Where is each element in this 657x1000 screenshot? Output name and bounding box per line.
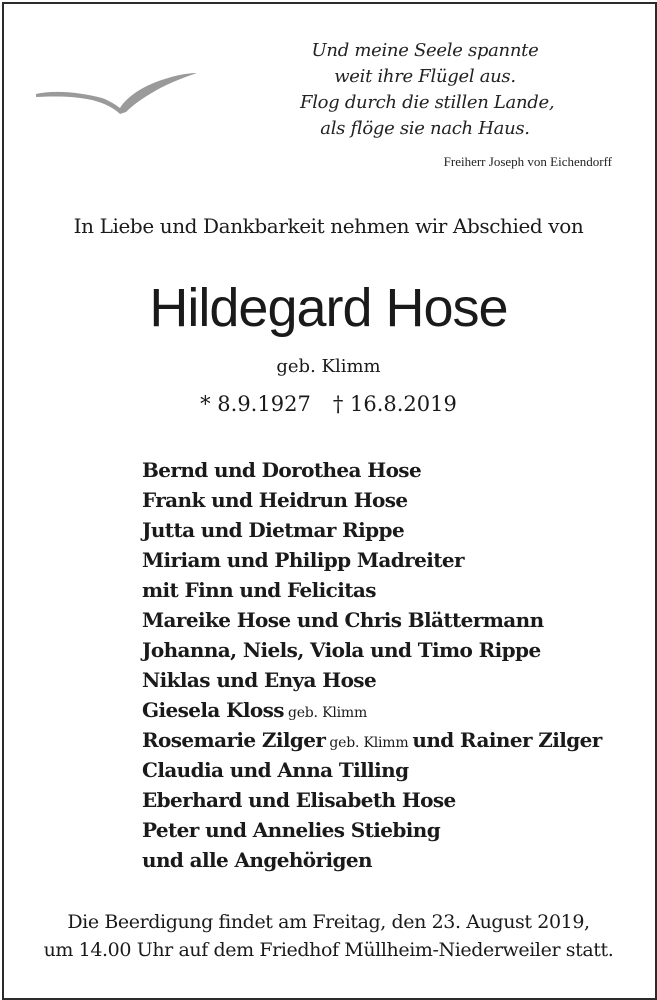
mourner-entry: Johanna, Niels, Viola und Timo Rippe [142, 638, 541, 662]
mourner-entry: Mareike Hose und Chris Blättermann [142, 608, 544, 632]
maiden-name: geb. Klimm [276, 356, 381, 377]
mourner-entry: Jutta und Dietmar Rippe [142, 518, 405, 542]
mourner-maiden-note: geb. Klimm [329, 735, 409, 751]
death-date: † 16.8.2019 [332, 392, 457, 416]
poem-line: Und meine Seele spannte [311, 40, 539, 61]
mourners-list [142, 455, 602, 875]
seagull-icon [34, 70, 199, 116]
poem-line: als flöge sie nach Haus. [320, 118, 530, 139]
funeral-info [0, 908, 657, 964]
mourner-entry: mit Finn und Felicitas [142, 578, 376, 602]
birth-date: * 8.9.1927 [200, 392, 311, 416]
mourner-name: Giesela Kloss [142, 698, 284, 722]
mourner-name: Rosemarie Zilger [142, 728, 326, 752]
poem-author: Freiherr Joseph von Eichendorff [443, 154, 612, 169]
intro-text: In Liebe und Dankbarkeit nehmen wir Abschied von [73, 214, 584, 238]
mourner-entry: Eberhard und Elisabeth Hose [142, 788, 456, 812]
funeral-line: Die Beerdigung findet am Freitag, den 23. August 2019, [67, 911, 590, 933]
mourner-entry: Niklas und Enya Hose [142, 668, 377, 692]
poem-line: Flog durch die stillen Lande, [300, 92, 555, 113]
mourner-entry: Claudia und Anna Tilling [142, 758, 409, 782]
poem [300, 38, 555, 142]
mourner-entry [142, 725, 602, 755]
deceased-name: Hildegard Hose [149, 278, 508, 338]
mourner-entry: Frank und Heidrun Hose [142, 488, 408, 512]
mourner-name: und Rainer Zilger [412, 728, 602, 752]
mourner-entry: Miriam und Philipp Madreiter [142, 548, 464, 572]
life-dates [0, 392, 657, 416]
mourner-entry [142, 695, 602, 725]
funeral-line: um 14.00 Uhr auf dem Friedhof Müllheim-Niederweiler statt. [43, 939, 614, 961]
mourner-maiden-note: geb. Klimm [287, 705, 368, 721]
mourner-entry: Bernd und Dorothea Hose [142, 458, 422, 482]
mourner-entry: Peter und Annelies Stiebing [142, 818, 441, 842]
mourner-entry: und alle Angehörigen [142, 848, 372, 872]
poem-line: weit ihre Flügel aus. [334, 66, 516, 87]
